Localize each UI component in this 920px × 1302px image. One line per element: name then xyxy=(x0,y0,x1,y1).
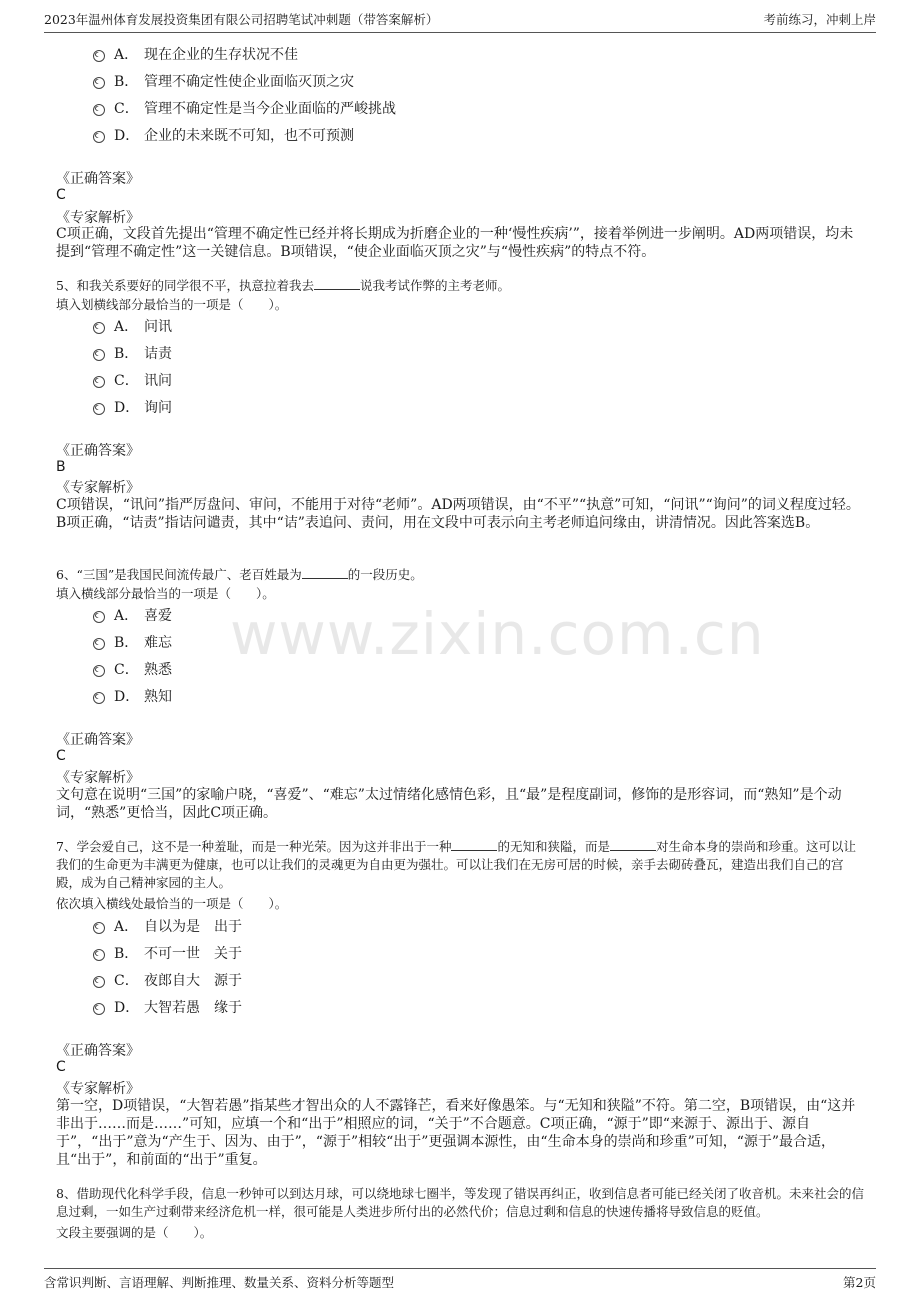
q6-option-a[interactable]: A． 喜爱 xyxy=(93,605,172,627)
q6-answer-label: 《正确答案》 xyxy=(56,732,140,748)
q5-explanation-label: 《专家解析》 xyxy=(56,480,140,496)
q5-option-c[interactable]: C． 讯问 xyxy=(93,370,172,392)
radio-icon[interactable] xyxy=(93,376,105,388)
q6-explanation-label: 《专家解析》 xyxy=(56,770,140,786)
q7-stem: 7、学会爱自己，这不是一种羞耻，而是一种光荣。因为这并非出于一种 的无知和狭隘，而是 对生命本身的崇尚和珍重。这可以让我们的生命更为丰满更为健康，也可以让我们的灵魂更为自由更为强壮。可以让我们在无房可居的时候，亲手去砌砖叠瓦，建造出我们自己的宫殿，成为自己精神家园的主人。 xyxy=(56,839,856,890)
q8-prompt: 文段主要强调的是（ ）。 xyxy=(56,1225,213,1240)
q6-answer: C xyxy=(56,748,66,764)
q5-option-d[interactable]: D． 询问 xyxy=(93,397,172,419)
radio-icon[interactable] xyxy=(93,104,105,116)
radio-icon[interactable] xyxy=(93,922,105,934)
header-title: 2023年温州体育发展投资集团有限公司招聘笔试冲刺题（带答案解析） xyxy=(44,12,439,27)
q6-stem: 6、“三国”是我国民间流传最广、老百姓最为 的一段历史。 xyxy=(56,567,423,582)
blank-line xyxy=(610,840,656,851)
q4-answer-label: 《正确答案》 xyxy=(56,171,140,187)
blank-line xyxy=(314,279,360,290)
q5-answer-label: 《正确答案》 xyxy=(56,443,140,459)
q5-option-b[interactable]: B． 诘责 xyxy=(93,343,172,365)
q5-explanation: C项错误，“讯问”指严厉盘问、审问，不能用于对待“老师”。AD两项错误，由“不平”“执意”可知，“问讯”“询问”的词义程度过轻。B项正确，“诘责”指诘问谴责，其中“诘”表追问、责问，用在文段中可表示向主考老师追问缘由，讲清情况。因此答案选B。 xyxy=(56,497,860,531)
q6-option-b[interactable]: B． 难忘 xyxy=(93,632,172,654)
radio-icon[interactable] xyxy=(93,349,105,361)
q4-option-c[interactable]: C． 管理不确定性是当今企业面临的严峻挑战 xyxy=(93,98,396,120)
page-number: 第2页 xyxy=(843,1275,876,1290)
q4-option-b[interactable]: B． 管理不确定性使企业面临灭顶之灾 xyxy=(93,71,354,93)
q6-option-c[interactable]: C． 熟悉 xyxy=(93,659,172,681)
radio-icon[interactable] xyxy=(93,611,105,623)
q5-prompt: 填入划横线部分最恰当的一项是（ ）。 xyxy=(56,297,288,312)
watermark: www.zixin.com.cn xyxy=(230,600,765,668)
q4-explanation-label: 《专家解析》 xyxy=(56,210,140,226)
q4-option-a[interactable]: A． 现在企业的生存状况不佳 xyxy=(93,44,298,66)
footer-text: 含常识判断、言语理解、判断推理、数量关系、资料分析等题型 xyxy=(44,1275,395,1290)
page-header xyxy=(44,10,876,33)
blank-line xyxy=(302,568,348,579)
q5-option-a[interactable]: A． 问讯 xyxy=(93,316,172,338)
header-slogan: 考前练习，冲刺上岸 xyxy=(763,12,876,27)
q7-prompt: 依次填入横线处最恰当的一项是（ ）。 xyxy=(56,896,288,911)
radio-icon[interactable] xyxy=(93,692,105,704)
radio-icon[interactable] xyxy=(93,77,105,89)
radio-icon[interactable] xyxy=(93,403,105,415)
radio-icon[interactable] xyxy=(93,131,105,143)
q5-answer: B xyxy=(56,459,66,475)
radio-icon[interactable] xyxy=(93,50,105,62)
radio-icon[interactable] xyxy=(93,665,105,677)
q6-option-d[interactable]: D． 熟知 xyxy=(93,686,172,708)
blank-line xyxy=(451,840,497,851)
q8-stem: 8、借助现代化科学手段，信息一秒钟可以到达月球，可以绕地球七圈半，等发现了错误再纠正，收到信息者可能已经关闭了收音机。未来社会的信息过剩，一如生产过剩带来经济危机一样，很可能是人类进步所付出的必然代价；信息过剩和信息的快速传播将导致信息的贬值。 xyxy=(56,1186,864,1219)
q7-answer-label: 《正确答案》 xyxy=(56,1043,140,1059)
page-footer xyxy=(44,1268,876,1290)
q6-prompt: 填入横线部分最恰当的一项是（ ）。 xyxy=(56,586,275,601)
q4-explanation: C项正确，文段首先提出“管理不确定性已经并将长期成为折磨企业的一种‘慢性疾病’”，接着举例进一步阐明。AD两项错误，均未提到“管理不确定性”这一关键信息。B项错误，“使企业面临灭顶之灾”与“慢性疾病”的特点不符。 xyxy=(56,226,854,260)
q4-answer: C xyxy=(56,187,66,203)
q4-option-d[interactable]: D． 企业的未来既不可知，也不可预测 xyxy=(93,125,354,147)
radio-icon[interactable] xyxy=(93,638,105,650)
q6-explanation: 文句意在说明“三国”的家喻户晓，“喜爱”、“难忘”太过情绪化感情色彩，且“最”是程度副词，修饰的是形容词，而“熟知”是个动词，“熟悉”更恰当，因此C项正确。 xyxy=(56,787,842,821)
radio-icon[interactable] xyxy=(93,1003,105,1015)
radio-icon[interactable] xyxy=(93,322,105,334)
radio-icon[interactable] xyxy=(93,976,105,988)
q7-explanation-label: 《专家解析》 xyxy=(56,1081,140,1097)
q7-answer: C xyxy=(56,1059,66,1075)
radio-icon[interactable] xyxy=(93,949,105,961)
q5-stem: 5、和我关系要好的同学很不平，执意拉着我去 说我考试作弊的主考老师。 xyxy=(56,278,510,293)
q7-option-d[interactable]: D． 大智若愚 缘于 xyxy=(93,997,242,1019)
q7-option-c[interactable]: C． 夜郎自大 源于 xyxy=(93,970,242,992)
q7-option-b[interactable]: B． 不可一世 关于 xyxy=(93,943,242,965)
q7-explanation: 第一空，D项错误，“大智若愚”指某些才智出众的人不露锋芒，看来好像愚笨。与“无知和狭隘”不符。第二空，B项错误，由“这并非出于……而是……”可知，应填一个和“出于”相照应的词，“关于”不合题意。C项正确，“源于”即“来源于、源出于、源自于”，“出于”意为“产生于、因为、由于”，“源于”相较“出于”更强调本源性，由“生命本身的崇尚和珍重”可知，“源于”最合适，且“出于”，和前面的“出于”重复。 xyxy=(56,1098,856,1168)
q7-option-a[interactable]: A． 自以为是 出于 xyxy=(93,916,242,938)
